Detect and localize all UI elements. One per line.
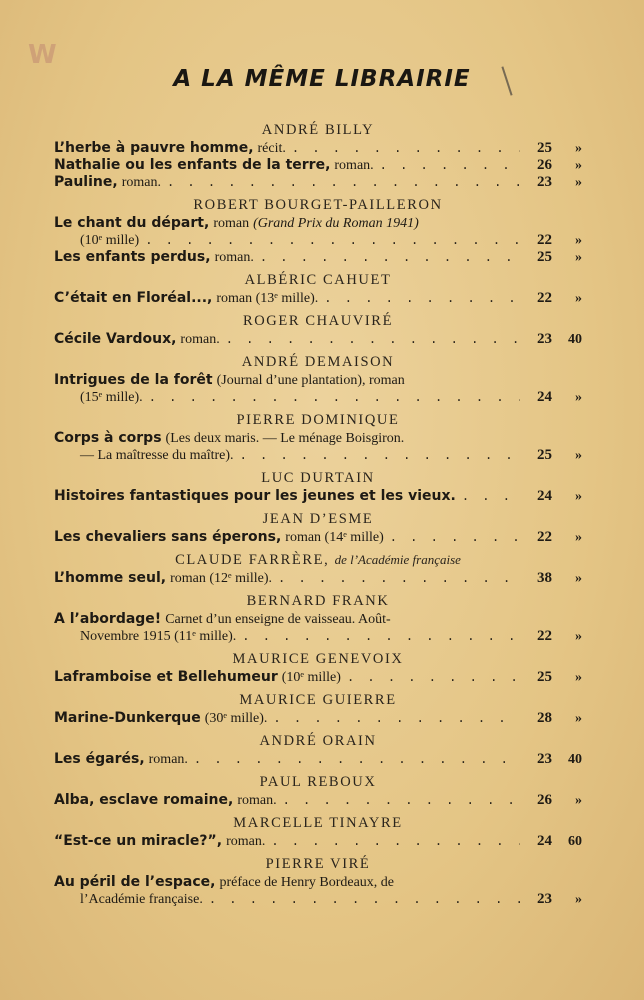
price-cents: »: [575, 233, 582, 248]
leader-dots: [462, 488, 520, 505]
leader-dots: [271, 833, 520, 850]
book-listing: [54, 249, 582, 266]
book-listing: [54, 669, 582, 686]
author-name: ANDRÉ ORAIN: [259, 733, 377, 749]
corner-stamp: W: [28, 40, 54, 70]
price-cents: »: [575, 250, 582, 265]
book-title: Alba, esclave romaine,: [54, 792, 234, 808]
price-francs: 26: [537, 792, 552, 808]
book-catalog: [54, 120, 582, 912]
leader-dots: [167, 174, 520, 191]
author-heading: [54, 468, 582, 488]
price-cents: 40: [568, 332, 582, 347]
author-heading: [54, 690, 582, 710]
book-line: [54, 751, 582, 768]
book-listing: [54, 140, 582, 157]
author-name: BERNARD FRANK: [246, 593, 390, 609]
author-heading: [54, 649, 582, 669]
price-cents: »: [575, 175, 582, 190]
price-francs: 24: [537, 389, 552, 405]
book-award: (Grand Prix du Roman 1941): [253, 216, 419, 231]
price-cents: »: [575, 530, 582, 545]
book-line: [54, 669, 582, 686]
book-line: [54, 570, 582, 587]
book-title: L’homme seul,: [54, 570, 167, 586]
catalog-entry: [54, 690, 582, 731]
book-description: roman (13ᵉ mille).: [216, 291, 319, 306]
book-line: [54, 792, 582, 809]
price-francs: 25: [537, 140, 552, 156]
book-description: (30ᵉ mille).: [204, 711, 268, 726]
price-cents: »: [575, 670, 582, 685]
book-description: Carnet d’un enseigne de vaisseau. Août-: [165, 612, 391, 627]
author-name: PIERRE DOMINIQUE: [236, 412, 400, 428]
leader-dots: [260, 249, 520, 266]
author-name: MAURICE GENEVOIX: [232, 651, 404, 667]
price-francs: 23: [537, 174, 552, 190]
book-line: [54, 249, 582, 266]
leader-dots: [380, 157, 520, 174]
price-cents: »: [575, 571, 582, 586]
price-cents: 40: [568, 752, 582, 767]
book-description: roman: [213, 216, 250, 231]
book-description: (10ᵉ mille): [281, 670, 341, 685]
leader-dots: [240, 447, 520, 464]
author-heading: [54, 410, 582, 430]
price-cents: »: [575, 448, 582, 463]
book-description: roman.: [226, 834, 266, 849]
price-cents: »: [575, 892, 582, 907]
book-line: [54, 628, 582, 645]
book-line: [54, 447, 582, 464]
author-heading: [54, 591, 582, 611]
book-title: Le chant du départ,: [54, 215, 210, 231]
book-description: l’Académie française.: [80, 892, 203, 907]
book-line: [54, 891, 582, 908]
price-francs: 22: [537, 628, 552, 644]
book-line: [54, 710, 582, 727]
author-name: PAUL REBOUX: [259, 774, 377, 790]
book-listing: [54, 174, 582, 191]
author-name: JEAN D’ESME: [262, 511, 374, 527]
book-listing: [54, 751, 582, 768]
book-title: Nathalie ou les enfants de la terre,: [54, 157, 331, 173]
book-description: (Les deux maris. — Le ménage Boisgiron.: [165, 431, 405, 446]
book-listing: [54, 157, 582, 174]
book-line: [54, 488, 582, 505]
catalog-entry: [54, 854, 582, 912]
book-description: roman.: [121, 175, 161, 190]
leader-dots: [324, 290, 520, 307]
author-name: ALBÉRIC CAHUET: [244, 272, 392, 288]
author-name: LUC DURTAIN: [261, 470, 375, 486]
book-listing: [54, 215, 582, 249]
author-heading: [54, 311, 582, 331]
book-title: Les enfants perdus,: [54, 249, 211, 265]
catalog-entry: [54, 731, 582, 772]
price-francs: 28: [537, 710, 552, 726]
leader-dots: [273, 710, 520, 727]
price-francs: 25: [537, 447, 552, 463]
price-cents: »: [575, 489, 582, 504]
book-description: (Journal d’une plantation), roman: [216, 373, 405, 388]
book-listing: [54, 792, 582, 809]
author-heading: [54, 120, 582, 140]
book-description: roman (12ᵉ mille).: [170, 571, 273, 586]
book-listing: [54, 529, 582, 546]
catalog-entry: [54, 550, 582, 591]
book-listing: [54, 611, 582, 645]
author-name: ANDRÉ DEMAISON: [241, 354, 395, 370]
catalog-entry: [54, 270, 582, 311]
book-listing: [54, 570, 582, 587]
book-description: Novembre 1915 (11ᵉ mille).: [80, 629, 237, 644]
author-name: MARCELLE TINAYRE: [233, 815, 403, 831]
author-heading: [54, 813, 582, 833]
author-name: MAURICE GUIERRE: [239, 692, 397, 708]
price-francs: 22: [537, 290, 552, 306]
book-line: [54, 529, 582, 546]
price-francs: 22: [537, 232, 552, 248]
price-cents: »: [575, 629, 582, 644]
catalog-entry: [54, 468, 582, 509]
book-title: “Est-ce un miracle?”,: [54, 833, 223, 849]
price-francs: 24: [537, 833, 552, 849]
leader-dots: [226, 331, 520, 348]
catalog-entry: [54, 649, 582, 690]
leader-dots: [390, 529, 520, 546]
leader-dots: [149, 389, 520, 406]
book-description: récit.: [257, 141, 286, 156]
catalog-entry: [54, 591, 582, 649]
catalog-entry: [54, 120, 582, 195]
book-description: roman.: [237, 793, 277, 808]
book-title: L’herbe à pauvre homme,: [54, 140, 254, 156]
catalog-entry: [54, 772, 582, 813]
author-heading: [54, 352, 582, 372]
book-listing: [54, 290, 582, 307]
book-title: Les chevaliers sans éperons,: [54, 529, 282, 545]
price-cents: »: [575, 793, 582, 808]
price-francs: 23: [537, 751, 552, 767]
book-description: roman.: [334, 158, 374, 173]
book-description: roman.: [214, 250, 254, 265]
leader-dots: [283, 792, 520, 809]
price-francs: 23: [537, 891, 552, 907]
author-affiliation: de l’Académie française: [334, 552, 461, 567]
leader-dots: [194, 751, 520, 768]
book-title: Corps à corps: [54, 430, 162, 446]
catalog-entry: [54, 195, 582, 270]
book-line: [54, 389, 582, 406]
book-title: Marine-Dunkerque: [54, 710, 201, 726]
price-francs: 26: [537, 157, 552, 173]
book-title: C’était en Floréal...,: [54, 290, 213, 306]
author-name: ROBERT BOURGET-PAILLERON: [193, 197, 443, 213]
book-line: [54, 140, 582, 157]
leader-dots: [292, 140, 520, 157]
book-description: (10ᵉ mille): [80, 233, 140, 248]
price-cents: 60: [568, 834, 582, 849]
leader-dots: [242, 628, 520, 645]
book-title: Les égarés,: [54, 751, 145, 767]
book-title: Pauline,: [54, 174, 118, 190]
leader-dots: [145, 232, 520, 249]
book-line: [54, 372, 582, 389]
book-title: Histoires fantastiques pour les jeunes et les vieux.: [54, 488, 456, 504]
author-heading: [54, 772, 582, 792]
book-line: [54, 611, 582, 628]
leader-dots: [347, 669, 520, 686]
price-cents: »: [575, 141, 582, 156]
book-description: roman.: [180, 332, 220, 347]
book-line: [54, 232, 582, 249]
catalog-entry: [54, 311, 582, 352]
book-description: — La maîtresse du maître).: [80, 448, 234, 463]
author-heading: [54, 854, 582, 874]
book-listing: [54, 372, 582, 406]
price-francs: 24: [537, 488, 552, 504]
book-title: Au péril de l’espace,: [54, 874, 216, 890]
author-heading: [54, 550, 582, 570]
price-francs: 25: [537, 249, 552, 265]
price-francs: 23: [537, 331, 552, 347]
book-line: [54, 331, 582, 348]
author-name: CLAUDE FARRÈRE,: [175, 552, 330, 568]
price-cents: »: [575, 390, 582, 405]
book-listing: [54, 874, 582, 908]
book-listing: [54, 710, 582, 727]
book-title: Intrigues de la forêt: [54, 372, 213, 388]
book-description: (15ᵉ mille).: [80, 390, 143, 405]
price-cents: »: [575, 711, 582, 726]
price-francs: 38: [537, 570, 552, 586]
book-description: roman.: [148, 752, 188, 767]
book-line: [54, 833, 582, 850]
book-listing: [54, 331, 582, 348]
book-title: Cécile Vardoux,: [54, 331, 177, 347]
book-line: [54, 157, 582, 174]
book-title: Laframboise et Bellehumeur: [54, 669, 278, 685]
author-name: PIERRE VIRÉ: [265, 856, 371, 872]
book-line: [54, 290, 582, 307]
page-title: A LA MÊME LIBRAIRIE: [173, 66, 471, 92]
price-francs: 25: [537, 669, 552, 685]
book-description: roman (14ᵉ mille): [285, 530, 384, 545]
price-cents: »: [575, 291, 582, 306]
author-name: ANDRÉ BILLY: [261, 122, 375, 138]
price-francs: 22: [537, 529, 552, 545]
price-cents: »: [575, 158, 582, 173]
book-description: préface de Henry Bordeaux, de: [219, 875, 395, 890]
leader-dots: [278, 570, 520, 587]
book-line: [54, 874, 582, 891]
book-listing: [54, 430, 582, 464]
book-line: [54, 174, 582, 191]
author-heading: [54, 731, 582, 751]
author-name: ROGER CHAUVIRÉ: [242, 313, 394, 329]
catalog-entry: [54, 410, 582, 468]
book-title: A l’abordage!: [54, 611, 162, 627]
catalog-entry: [54, 509, 582, 550]
book-listing: [54, 488, 582, 505]
author-heading: [54, 509, 582, 529]
book-listing: [54, 833, 582, 850]
catalog-entry: [54, 813, 582, 854]
catalog-entry: [54, 352, 582, 410]
book-line: [54, 215, 582, 232]
author-heading: [54, 195, 582, 215]
leader-dots: [209, 891, 520, 908]
book-line: [54, 430, 582, 447]
author-heading: [54, 270, 582, 290]
